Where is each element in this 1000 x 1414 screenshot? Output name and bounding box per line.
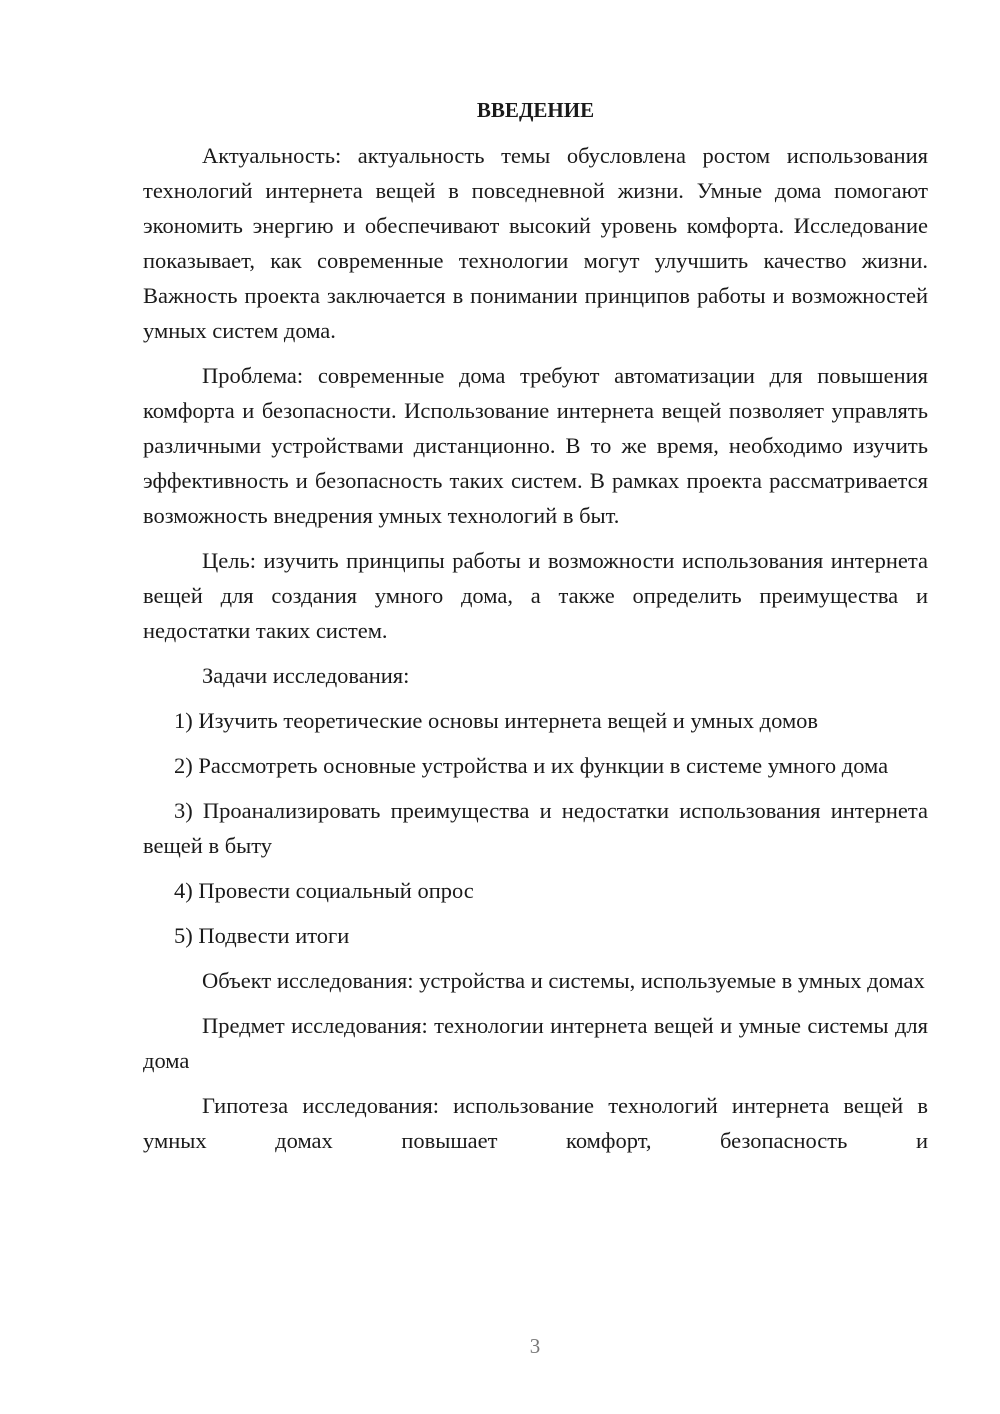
task-item: 5) Подвести итоги	[174, 923, 350, 948]
goal-paragraph: Цель: изучить принципы работы и возможности использования интернета вещей для создания умного дома, а также определить преимущества и недостатки таких систем.	[143, 548, 928, 643]
hypothesis-paragraph: Гипотеза исследования: использование технологий интернета вещей в умных домах повышает комфорт, безопасность и	[143, 1093, 928, 1153]
task-item: 4) Провести социальный опрос	[174, 878, 474, 903]
task-item: 3) Проанализировать преимущества и недостатки использования интернета вещей в быту	[143, 798, 928, 858]
tasks-heading: Задачи исследования:	[202, 663, 410, 688]
task-item: 2) Рассмотреть основные устройства и их функции в системе умного дома	[174, 753, 889, 778]
relevance-paragraph: Актуальность: актуальность темы обусловлена ростом использования технологий интернета вещей в повседневной жизни. Умные дома помогают экономить энергию и обеспечивают высокий уровень комфорта. Исследование показывает, как современные технологии могут улучшить качество жизни. Важность проекта заключается в понимании принципов работы и возможностей умных систем дома.	[143, 143, 928, 343]
subject-paragraph: Предмет исследования: технологии интернета вещей и умные системы для дома	[143, 1013, 928, 1073]
problem-paragraph: Проблема: современные дома требуют автоматизации для повышения комфорта и безопасности. Использование интернета вещей позволяет управлять различными устройствами дистанционно. В то же время, необходимо изучить эффективность и безопасность таких систем. В рамках проекта рассматривается возможность внедрения умных технологий в быт.	[143, 363, 928, 528]
page-content	[143, 94, 928, 1168]
object-paragraph: Объект исследования: устройства и системы, используемые в умных домах	[202, 968, 925, 993]
page-number: 3	[529, 1334, 541, 1358]
task-item: 1) Изучить теоретические основы интернета вещей и умных домов	[174, 708, 819, 733]
section-heading: ВВЕДЕНИЕ	[476, 98, 595, 122]
